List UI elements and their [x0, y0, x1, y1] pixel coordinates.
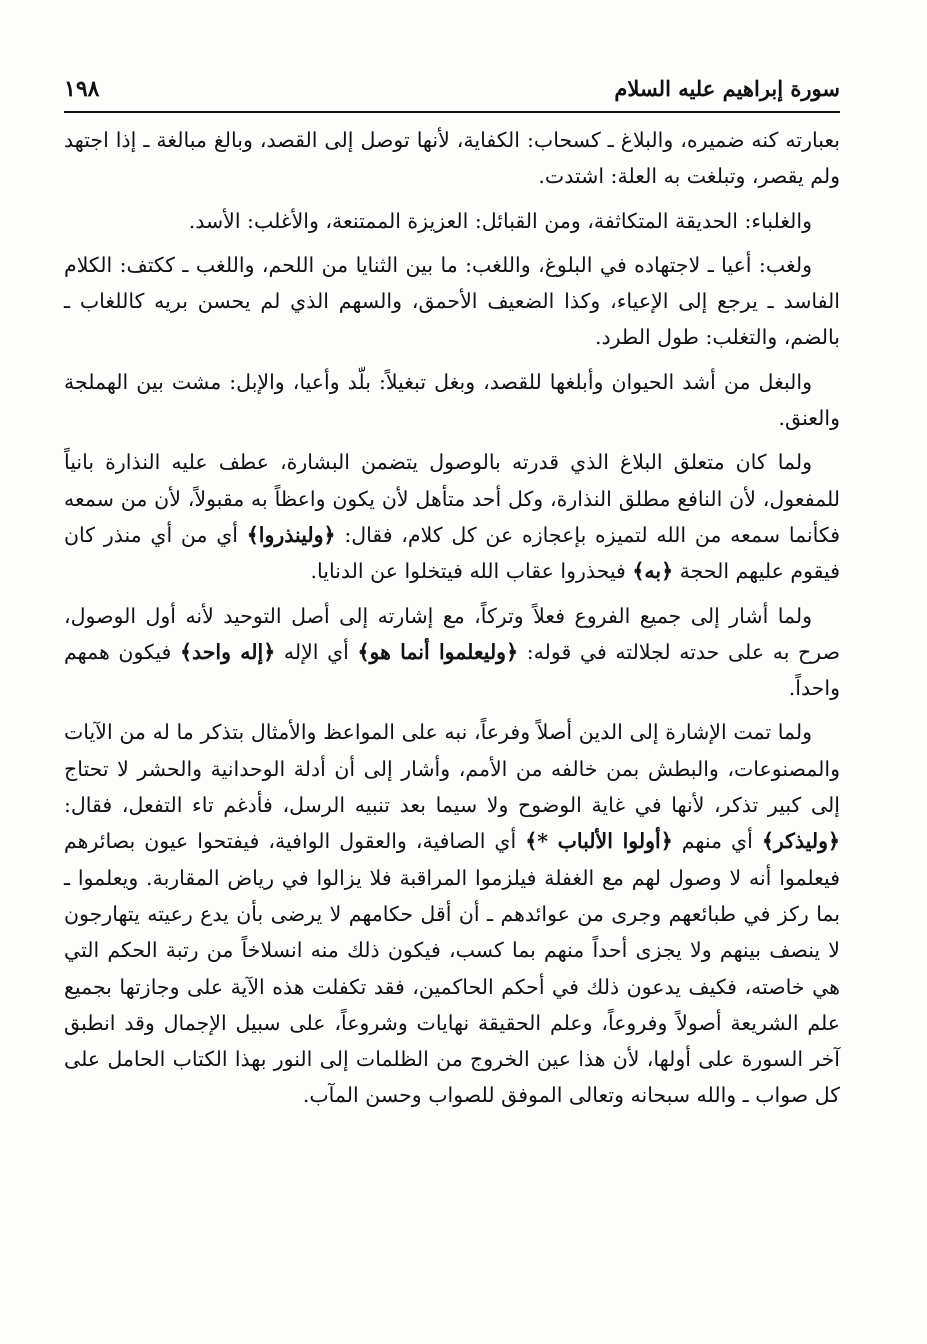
page-number: ١٩٨ — [64, 76, 100, 102]
quran-quote: ﴿ولينذروا﴾ — [246, 522, 336, 547]
page-header — [64, 76, 840, 106]
text-run: أي الصافية، والعقول الوافية، فيفتحوا عيون بصائرهم فيعلموا أنه لا وصول لهم مع الغفلة فيلزموا المراقبة فلا يزالوا في رياض المقاربة. ويعلموا ـ بما ركز في طبائعهم وجرى من عوائدهم ـ أن أقل حكامهم لا يرضى بأن يدع رعيته يتهارجون لا ينصف بينهم ولا يجزى أحداً منهم بما كسب، فيكون ذلك منه انسلاخاً من رتبة الحكم التي هي خاصته، فكيف يدعون ذلك في أحكم الحاكمين، فقد تكفلت هذه الآية على وجازتها بجميع علم الشريعة أصولاً وفروعاً، وعلم الحقيقة نهايات وشروعاً، على سبيل الإجمال وقد انطبق آخر السورة على أولها، لأن هذا عين الخروج من الظلمات إلى النور بهذا الكتاب الحامل على كل صواب ـ والله سبحانه وتعالى الموفق للصواب وحسن المآب. — [64, 829, 840, 1108]
text-run: أي من أي منذر كان فيقوم عليهم الحجة — [64, 522, 840, 584]
quran-quote: ﴿وليذكر﴾ — [761, 829, 840, 854]
paragraph: والغلباء: الحديقة المتكاثفة، ومن القبائل: العزيزة الممتنعة، والأغلب: الأسد. — [188, 208, 812, 233]
paragraph: بعبارته كنه ضميره، والبلاغ ـ كسحاب: الكفاية، لأنها توصل إلى القصد، وبالغ مبالغة ـ إذا اجتهد ولم يقصر، وتبلغت به العلة: اشتدت. — [64, 128, 840, 189]
paragraph: والبغل من أشد الحيوان وأبلغها للقصد، وبغل تبغيلاً: بلّد وأعيا، والإبل: مشت بين الهملجة والعنق. — [64, 369, 840, 431]
header-rule — [64, 111, 840, 113]
paragraph — [64, 444, 840, 589]
text-run: فيكون همهم واحداً. — [64, 639, 840, 701]
paragraph: ولغب: أعيا ـ لاجتهاده في البلوغ، واللغب: ما بين الثنايا من اللحم، واللغب ـ ككتف: الكلام الفاسد ـ يرجع إلى الإعياء، وكذا الضعيف الأحمق، والسهم الذي لم يحسن بريه كاللغاب ـ بالضم، والتغلب: طول الطرد. — [64, 252, 840, 350]
paragraph — [64, 598, 840, 707]
running-title: سورة إبراهيم عليه السلام — [614, 76, 840, 101]
text-run: ولما تمت الإشارة إلى الدين أصلاً وفرعاً، نبه على المواعظ والأمثال بتذكر ما له من الآيات والمصنوعات، والبطش بمن خالفه من الأمم، وأشار إلى أن أدلة الوحدانية والحشر لا تحتاج إلى كبير تذكر، لأنها في غاية الوضوح ولا سيما بعد تنبيه الرسل، فأدغم تاء التفعل، فقال: — [64, 720, 840, 818]
text-run: ولما أشار إلى جميع الفروع فعلاً وتركاً، مع إشارته إلى أصل التوحيد لأنه أول الوصول، صرح به على حدته لجلالته في قوله: — [64, 603, 840, 664]
paragraph — [64, 714, 840, 1113]
page-body — [64, 122, 840, 1114]
quran-quote: ﴿أولوا الألباب *﴾ — [525, 829, 673, 854]
quran-quote: ﴿إله واحد﴾ — [179, 639, 276, 664]
quran-quote: ﴿وليعلموا أنما هو﴾ — [357, 639, 519, 664]
text-run: فيحذروا عقاب الله فيتخلوا عن الدنايا. — [310, 559, 633, 584]
text-run: ولما كان متعلق البلاغ الذي قدرته بالوصول يتضمن البشارة، عطف عليه النذارة بانياً للمفعول، لأن النافع مطلق النذارة، وكل أحد متأهل لأن يكون واعظاً به مقبولاً، لأن من سمعه فكأنما سمعه من الله لتميزه بإعجازه عن كل كلام، فقال: — [64, 450, 840, 547]
text-run: أي الإله — [275, 639, 358, 664]
text-run: أي منهم — [672, 829, 762, 854]
quran-quote: ﴿به﴾ — [632, 559, 674, 584]
